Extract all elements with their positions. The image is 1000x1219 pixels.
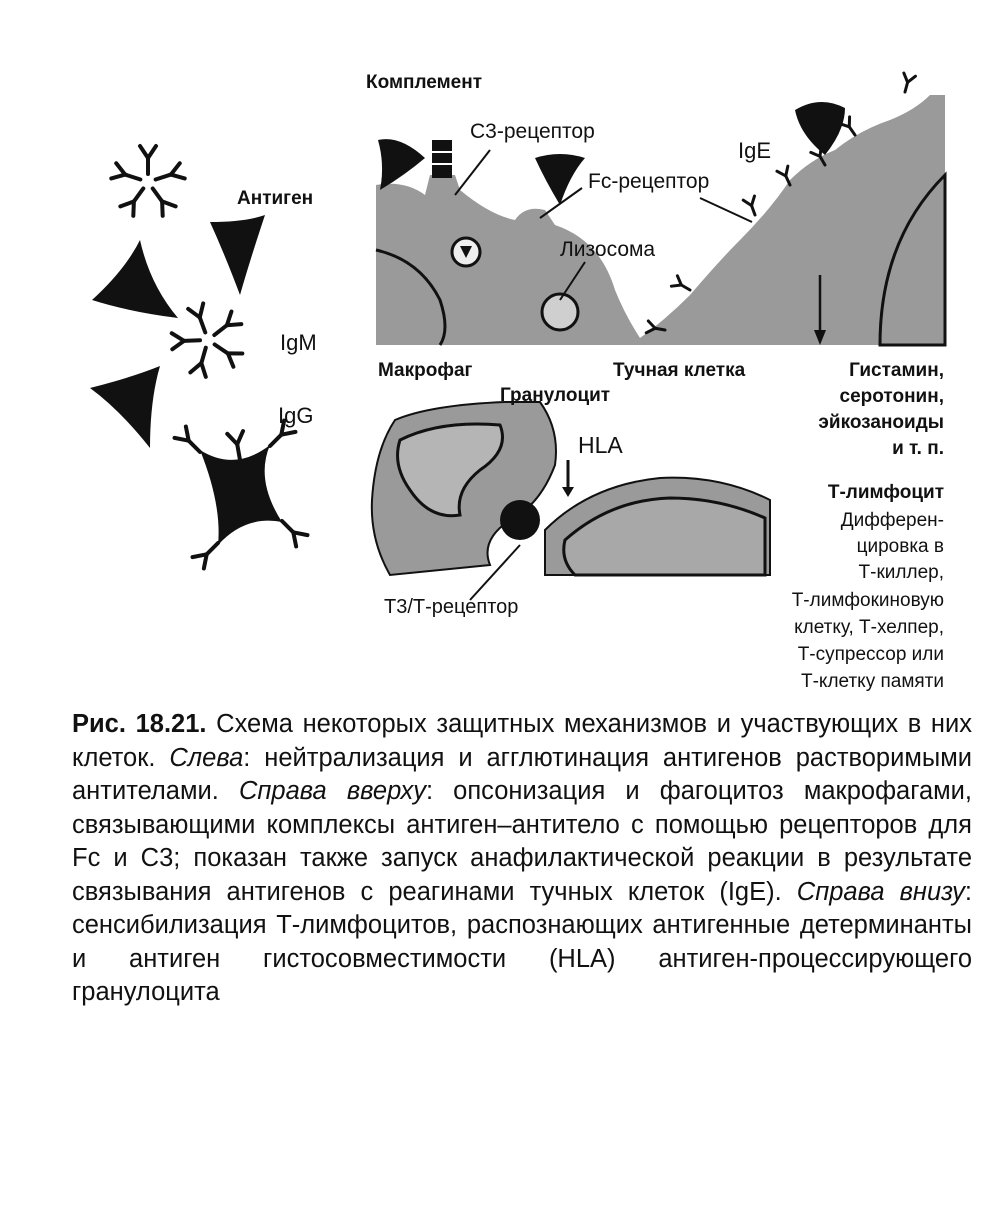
caption-text-3: : опсонизация и фагоцитоз макрофагами, связывающими комплексы антиген–антитело с помощью рецепторов для Fc и С3; показан также запуск анафилактической реакции в результате связывания антигенов с реагинами тучных клеток (IgE).: [72, 777, 973, 906]
caption-italic-2: Справа вверху: [238, 777, 426, 805]
label-granulocyte: Гранулоцит: [500, 385, 611, 406]
macrophage-mast-cell-panel: [376, 73, 945, 345]
mast-cell-body: [640, 95, 945, 345]
label-diff-1: Дифферен-: [840, 510, 944, 531]
label-mediators-1: Гистамин,: [849, 360, 944, 381]
label-hla: HLA: [578, 432, 623, 458]
label-t3-receptor: Т3/Т-рецептор: [384, 596, 519, 618]
label-ige: IgE: [738, 138, 772, 163]
presented-antigen: [500, 500, 540, 540]
igm-antigen-complex: [90, 215, 265, 448]
label-diff-3: Т-киллер,: [858, 562, 944, 583]
label-diff-5: клетку, Т-хелпер,: [794, 617, 944, 638]
free-igm-pentamer: [111, 146, 184, 216]
label-diff-7: Т-клетку памяти: [800, 671, 944, 692]
label-complement: Комплемент: [366, 72, 483, 93]
label-igm: IgM: [280, 330, 317, 355]
label-fc-receptor: Fc-рецептор: [588, 170, 710, 193]
label-diff-4: Т-лимфокиновую: [791, 590, 944, 611]
label-macrophage: Макрофаг: [378, 360, 473, 381]
label-c3-receptor: С3-рецептор: [470, 120, 595, 143]
label-mediators-3: эйкозаноиды: [818, 412, 944, 433]
antigen-1: [92, 240, 178, 318]
label-diff-6: Т-супрессор или: [797, 644, 944, 665]
opsonized-antigen-2: [535, 154, 585, 205]
caption-text-1: Схема некоторых защитных механизмов и участвующих в них клеток.: [72, 710, 972, 772]
label-diff-2: цировка в: [856, 536, 944, 557]
label-antigen: Антиген: [237, 188, 314, 209]
granulocyte-t-lymphocyte-panel: [372, 402, 770, 600]
label-igg: IgG: [278, 403, 314, 428]
caption-italic-1: Слева: [169, 743, 244, 772]
caption-text-2: : нейтрализация и агглютинация антигенов растворимыми антителами.: [72, 743, 972, 805]
label-t-lymphocyte: Т-лимфоцит: [827, 482, 944, 503]
label-mast-cell: Тучная клетка: [613, 360, 746, 381]
figure-caption: [72, 708, 972, 1010]
label-lysosome: Лизосома: [560, 238, 656, 261]
label-mediators-2: серотонин,: [839, 386, 944, 407]
caption-text-4: : сенсибилизация Т-лимфоцитов, распознающих антигенные детерминанты и антиген гистосовместимости (HLA) антиген-процессирующего гранулоцита: [72, 877, 972, 1006]
igg-antigen-complex: [175, 421, 308, 569]
antigen-2: [210, 215, 265, 295]
antigen-3: [90, 366, 160, 448]
caption-number: Рис. 18.21.: [72, 710, 207, 738]
label-mediators-4: и т. п.: [892, 438, 944, 459]
opsonized-antigen-1: [378, 139, 425, 190]
caption-italic-3: Справа внизу: [796, 877, 965, 906]
complement-block: [432, 140, 452, 178]
